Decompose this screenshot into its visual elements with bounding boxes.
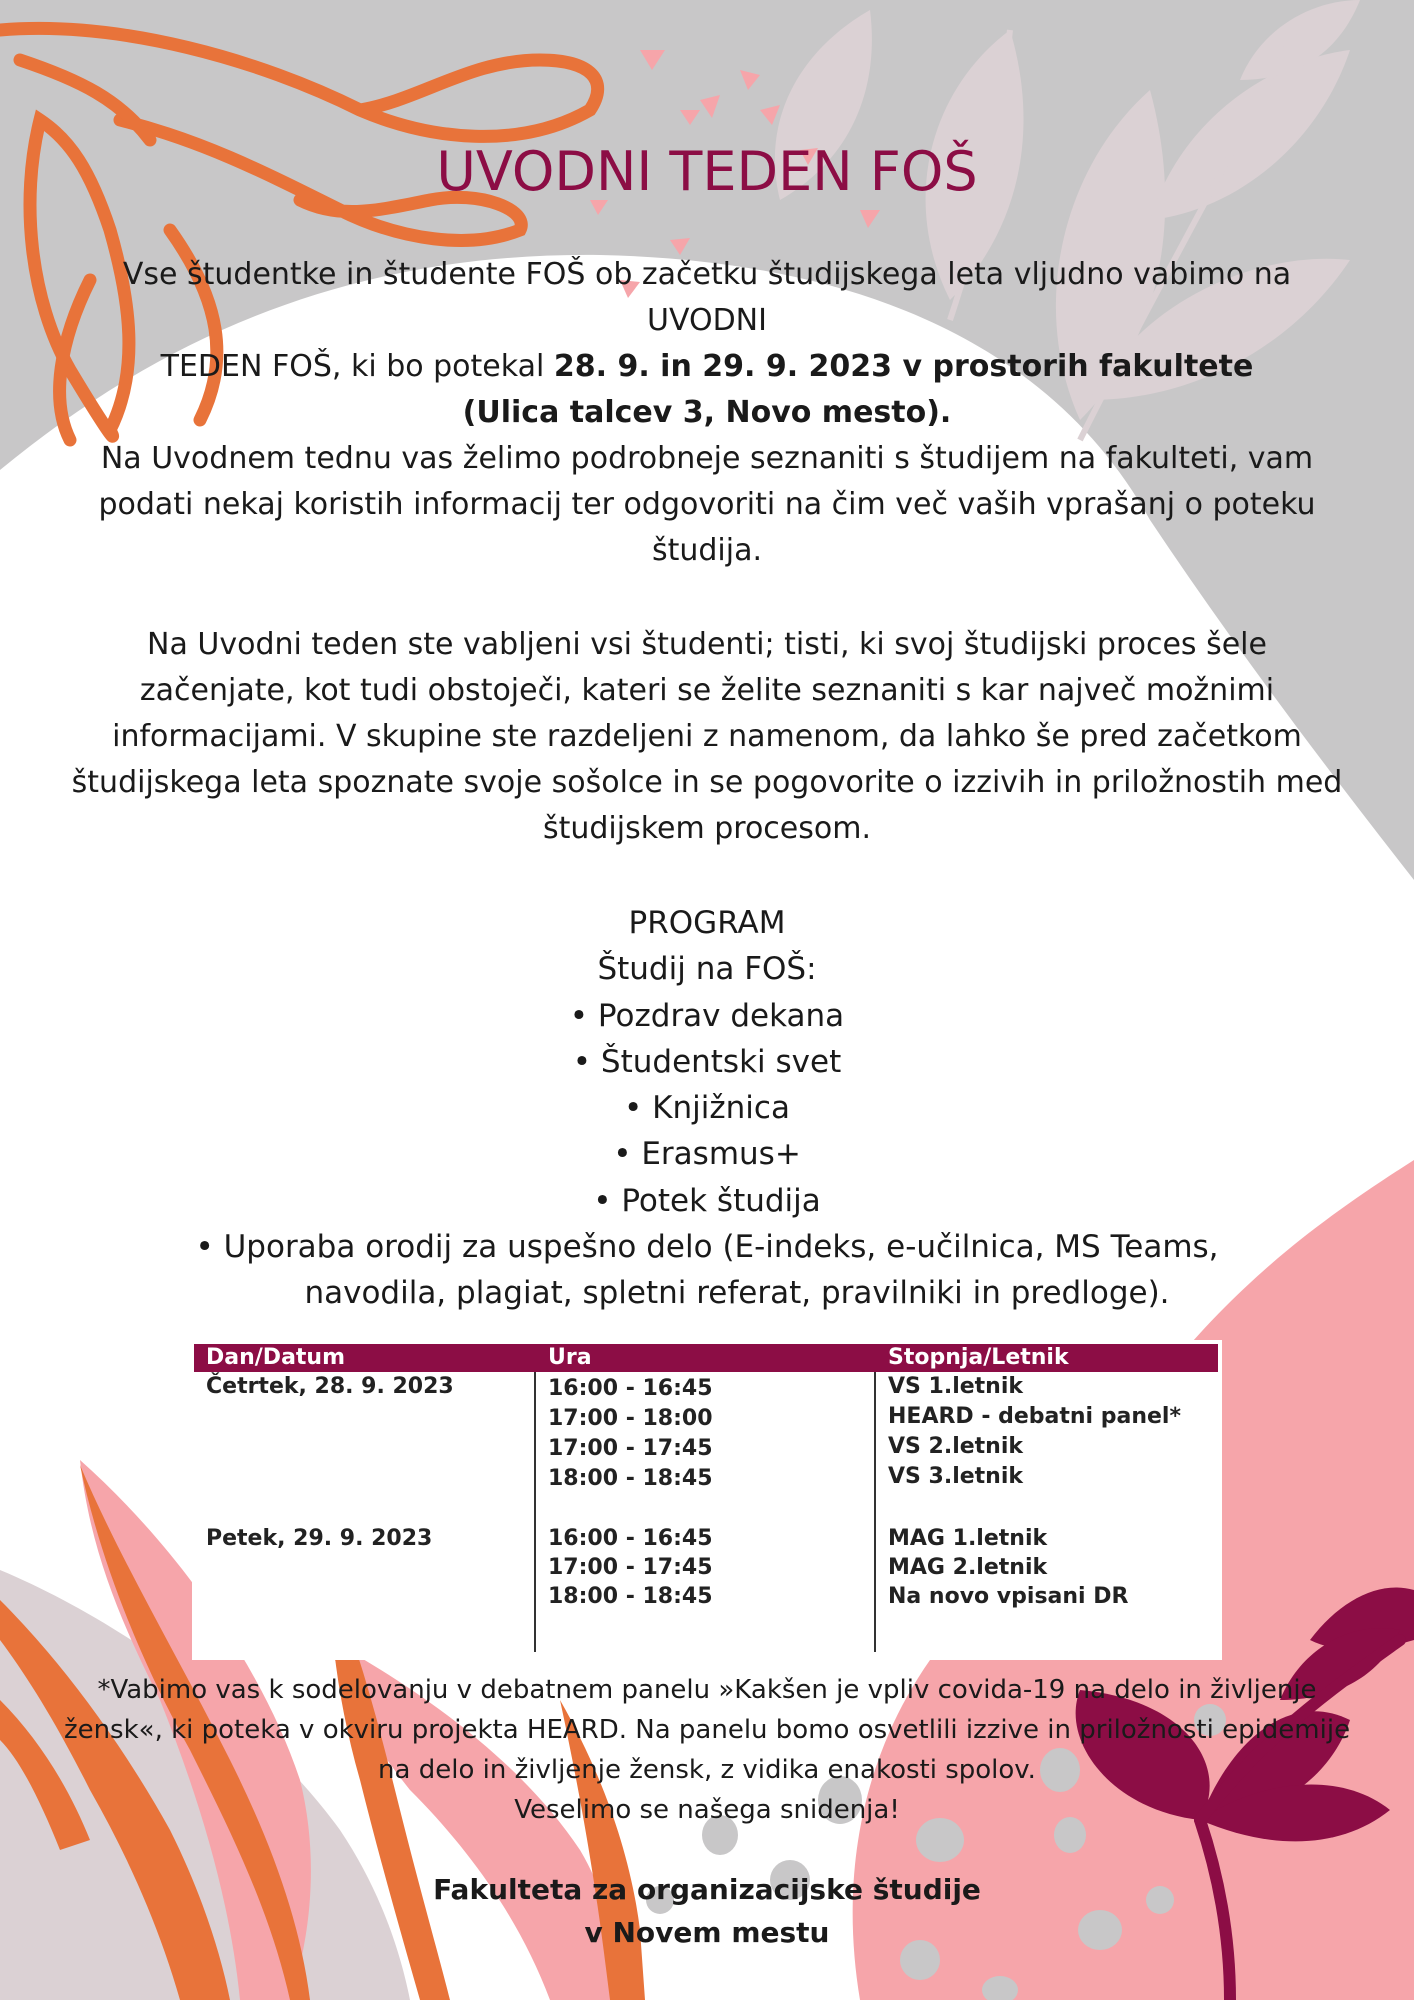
debate-panel-note [60,1670,1354,1830]
program-item: • Potek študija [593,1182,821,1219]
day-1-time: 17:00 - 17:45 [548,1436,713,1461]
column-divider [874,1372,876,1652]
header-time: Ura [548,1345,592,1370]
program-heading: PROGRAM [628,905,786,941]
program-item: • Pozdrav dekana [569,997,845,1034]
signature [60,1868,1354,1954]
program-item-tools: • Uporaba orodij za uspešno delo (E-indeks, e-učilnica, MS Teams, [195,1229,1219,1266]
day-2-time: 18:00 - 18:45 [548,1584,713,1609]
intro-paragraph [60,252,1354,436]
day-1-group: HEARD - debatni panel* [888,1404,1181,1429]
intro-dates: 28. 9. in 29. 9. 2023 v prostorih fakultete [553,349,1254,384]
signature-institution: Fakulteta za organizacijske študije [433,1873,981,1906]
program-item-tools-cont: navodila, plagiat, spletni referat, pravilniki in predloge). [304,1275,1170,1312]
day-1-group: VS 2.letnik [888,1434,1024,1459]
note-line: žensk«, ki poteka v okviru projekta HEARD. Na panelu bomo osvetlili izzive in priložnosti epidemije [63,1715,1351,1745]
program-item: • Študentski svet [572,1043,842,1080]
program-item: • Erasmus+ [613,1136,801,1173]
signature-location: v Novem mestu [584,1916,830,1949]
closing-line: Veselimo se našega snidenja! [514,1795,900,1825]
day-2-group: Na novo vpisani DR [888,1584,1129,1609]
intro-line-2-normal: TEDEN FOŠ, ki bo potekal [160,349,554,384]
page-title: UVODNI TEDEN FOŠ [436,140,978,203]
header-level: Stopnja/Letnik [888,1345,1069,1370]
day-2-group: MAG 2.letnik [888,1555,1048,1580]
day-1-group: VS 1.letnik [888,1374,1024,1399]
day-2-time: 16:00 - 16:45 [548,1526,713,1551]
paragraph-invitation: Na Uvodni teden ste vabljeni vsi študenti; tisti, ki svoj študijski proces šele začenjate, kot tudi obstoječi, kateri se želite seznaniti s kar največ možnimi informacijami. V skupine ste razdeljeni z namenom, da lahko še pred začetkom študijskega leta spoznate svoje sošolce in se pogovorite o izzivih in priložnostih med študijskem procesom. [71,627,1343,846]
day-1-time: 17:00 - 18:00 [548,1406,713,1431]
intro-line-2 [60,344,1354,390]
intro-line-1: Vse študentke in študente FOŠ ob začetku študijskega leta vljudno vabimo na UVODNI [122,257,1292,338]
intro-line-3 [60,390,1354,436]
day-2-time: 17:00 - 17:45 [548,1555,713,1580]
schedule-table [192,1340,1222,1660]
program-item: • Knjižnica [624,1090,790,1127]
day-1-time: 18:00 - 18:45 [548,1466,713,1491]
day-1-group: VS 3.letnik [888,1464,1024,1489]
program-section [60,900,1354,1317]
note-line: na delo in življenje žensk, z vidika enakosti spolov. [378,1755,1036,1785]
intro-address: (Ulica talcev 3, Novo mesto). [462,395,952,430]
header-date: Dan/Datum [206,1345,346,1370]
column-divider [534,1372,536,1652]
paragraph-purpose: Na Uvodnem tednu vas želimo podrobneje seznaniti s študijem na fakulteti, vam podati nekaj koristih informacij ter odgovoriti na čim več vaših vprašanj o poteku študija. [98,441,1316,568]
program-subheading: Študij na FOŠ: [597,951,817,988]
day-2-date: Petek, 29. 9. 2023 [206,1526,433,1551]
note-line: *Vabimo vas k sodelovanju v debatnem panelu »Kakšen je vpliv covida-19 na delo in življenje [97,1675,1317,1705]
day-1-time: 16:00 - 16:45 [548,1376,713,1401]
day-2-group: MAG 1.letnik [888,1526,1048,1551]
day-1-date: Četrtek, 28. 9. 2023 [206,1374,454,1399]
